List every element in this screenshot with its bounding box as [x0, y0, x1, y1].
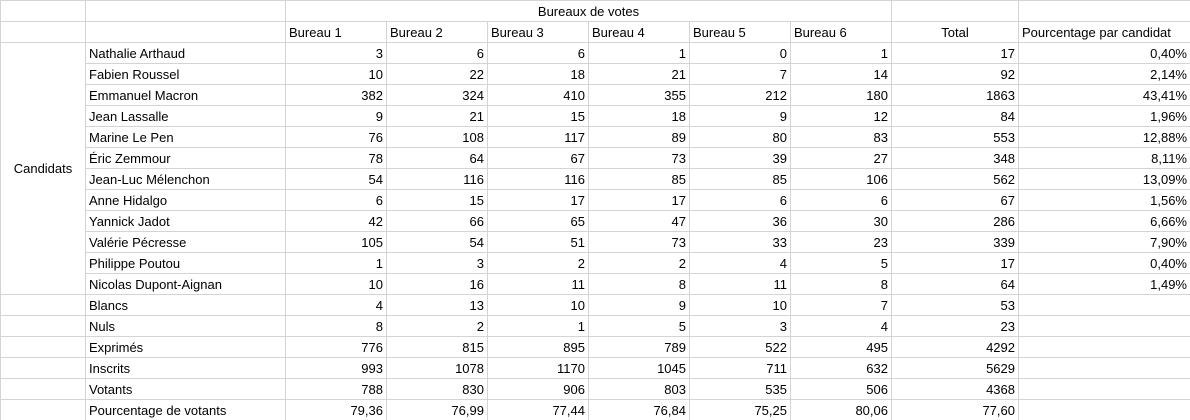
vote-count[interactable]: 64: [387, 148, 488, 169]
vote-count[interactable]: 106: [791, 169, 892, 190]
vote-count[interactable]: 12: [791, 106, 892, 127]
candidate-row: [1, 169, 1190, 190]
candidate-name[interactable]: Valérie Pécresse: [86, 232, 286, 253]
vote-count[interactable]: 10: [690, 295, 791, 316]
candidate-pct[interactable]: 6,66%: [1019, 211, 1190, 232]
summary-label[interactable]: Pourcentage de votants: [86, 400, 286, 420]
vote-count[interactable]: 506: [791, 379, 892, 400]
vote-count[interactable]: 89: [589, 127, 690, 148]
candidate-row: [1, 64, 1190, 85]
candidate-total[interactable]: 84: [892, 106, 1019, 127]
vote-count[interactable]: 2: [488, 253, 589, 274]
vote-count[interactable]: 9: [690, 106, 791, 127]
vote-count[interactable]: 711: [690, 358, 791, 379]
candidate-pct[interactable]: 1,49%: [1019, 274, 1190, 295]
vote-count[interactable]: 1170: [488, 358, 589, 379]
vote-count[interactable]: 10: [488, 295, 589, 316]
candidate-total[interactable]: 553: [892, 127, 1019, 148]
vote-count[interactable]: 632: [791, 358, 892, 379]
vote-count[interactable]: 51: [488, 232, 589, 253]
candidate-total[interactable]: 92: [892, 64, 1019, 85]
vote-count[interactable]: 9: [589, 295, 690, 316]
candidate-row: [1, 232, 1190, 253]
vote-count[interactable]: 105: [286, 232, 387, 253]
cell-blank: [1, 22, 86, 43]
cell-blank: [1019, 1, 1190, 22]
vote-count[interactable]: 14: [791, 64, 892, 85]
candidate-row: [1, 43, 1190, 64]
vote-count[interactable]: 15: [488, 106, 589, 127]
group-header-row: [1, 1, 1190, 22]
vote-count[interactable]: 17: [488, 190, 589, 211]
vote-count[interactable]: 830: [387, 379, 488, 400]
vote-count[interactable]: 54: [286, 169, 387, 190]
candidate-total[interactable]: 17: [892, 43, 1019, 64]
candidate-total[interactable]: 348: [892, 148, 1019, 169]
vote-count[interactable]: 83: [791, 127, 892, 148]
vote-count[interactable]: 382: [286, 85, 387, 106]
vote-count[interactable]: 6: [690, 190, 791, 211]
candidate-row: [1, 274, 1190, 295]
vote-count[interactable]: 8: [791, 274, 892, 295]
col-header-bureau-1[interactable]: Bureau 1: [286, 22, 387, 43]
vote-count[interactable]: 78: [286, 148, 387, 169]
vote-count[interactable]: 5: [589, 316, 690, 337]
vote-count[interactable]: 36: [690, 211, 791, 232]
col-header-pourcentage[interactable]: Pourcentage par candidat: [1019, 22, 1190, 43]
vote-count[interactable]: 8: [286, 316, 387, 337]
vote-count[interactable]: 10: [286, 64, 387, 85]
candidate-total[interactable]: 562: [892, 169, 1019, 190]
vote-count[interactable]: 1045: [589, 358, 690, 379]
vote-count[interactable]: 522: [690, 337, 791, 358]
summary-total[interactable]: 4292: [892, 337, 1019, 358]
candidate-total[interactable]: 286: [892, 211, 1019, 232]
vote-count[interactable]: 85: [690, 169, 791, 190]
col-header-bureau-6[interactable]: Bureau 6: [791, 22, 892, 43]
col-header-bureau-2[interactable]: Bureau 2: [387, 22, 488, 43]
candidate-name[interactable]: Marine Le Pen: [86, 127, 286, 148]
vote-count[interactable]: 324: [387, 85, 488, 106]
vote-count[interactable]: 895: [488, 337, 589, 358]
vote-count[interactable]: 410: [488, 85, 589, 106]
cell-blank: [1, 358, 86, 379]
vote-count[interactable]: 8: [589, 274, 690, 295]
candidate-pct[interactable]: 1,96%: [1019, 106, 1190, 127]
vote-count[interactable]: 16: [387, 274, 488, 295]
col-header-bureau-4[interactable]: Bureau 4: [589, 22, 690, 43]
cell-blank: [1, 337, 86, 358]
vote-count[interactable]: 21: [589, 64, 690, 85]
cell-blank: [1, 1, 86, 22]
vote-count[interactable]: 18: [589, 106, 690, 127]
vote-count[interactable]: 76: [286, 127, 387, 148]
summary-total[interactable]: 77,60: [892, 400, 1019, 420]
vote-count[interactable]: 4: [690, 253, 791, 274]
vote-count[interactable]: 1: [791, 43, 892, 64]
cell-blank: [1, 316, 86, 337]
vote-count[interactable]: 77,44: [488, 400, 589, 420]
vote-count[interactable]: 0: [690, 43, 791, 64]
vote-count[interactable]: 18: [488, 64, 589, 85]
vote-count[interactable]: 9: [286, 106, 387, 127]
vote-count[interactable]: 993: [286, 358, 387, 379]
cell-blank: [1, 295, 86, 316]
candidate-name[interactable]: Nicolas Dupont-Aignan: [86, 274, 286, 295]
candidate-pct[interactable]: 8,11%: [1019, 148, 1190, 169]
group-header-bureaux[interactable]: Bureaux de votes: [286, 1, 892, 22]
candidate-name[interactable]: Jean-Luc Mélenchon: [86, 169, 286, 190]
candidate-name[interactable]: Éric Zemmour: [86, 148, 286, 169]
candidate-pct[interactable]: 12,88%: [1019, 127, 1190, 148]
vote-count[interactable]: 22: [387, 64, 488, 85]
vote-count[interactable]: 11: [488, 274, 589, 295]
vote-count[interactable]: 13: [387, 295, 488, 316]
vote-count[interactable]: 815: [387, 337, 488, 358]
summary-row: [1, 337, 1190, 358]
vote-count[interactable]: 776: [286, 337, 387, 358]
summary-total[interactable]: 53: [892, 295, 1019, 316]
candidate-row: [1, 148, 1190, 169]
candidate-pct[interactable]: 7,90%: [1019, 232, 1190, 253]
vote-count[interactable]: 6: [286, 190, 387, 211]
summary-row: [1, 400, 1190, 420]
cell-blank: [1019, 379, 1190, 400]
cell-blank: [1019, 337, 1190, 358]
cell-blank: [86, 22, 286, 43]
vote-count[interactable]: 73: [589, 232, 690, 253]
candidate-name[interactable]: Anne Hidalgo: [86, 190, 286, 211]
row-group-label-candidats[interactable]: Candidats: [1, 43, 86, 295]
candidate-pct[interactable]: 2,14%: [1019, 64, 1190, 85]
vote-count[interactable]: 15: [387, 190, 488, 211]
vote-count[interactable]: 803: [589, 379, 690, 400]
candidate-pct[interactable]: 1,56%: [1019, 190, 1190, 211]
vote-count[interactable]: 6: [488, 43, 589, 64]
cell-blank: [1019, 400, 1190, 420]
summary-row: [1, 358, 1190, 379]
vote-count[interactable]: 42: [286, 211, 387, 232]
vote-count[interactable]: 1: [286, 253, 387, 274]
candidate-name[interactable]: Nathalie Arthaud: [86, 43, 286, 64]
vote-count[interactable]: 108: [387, 127, 488, 148]
summary-total[interactable]: 4368: [892, 379, 1019, 400]
col-header-bureau-5[interactable]: Bureau 5: [690, 22, 791, 43]
summary-label[interactable]: Exprimés: [86, 337, 286, 358]
vote-count[interactable]: 30: [791, 211, 892, 232]
vote-count[interactable]: 47: [589, 211, 690, 232]
vote-count[interactable]: 80: [690, 127, 791, 148]
vote-count[interactable]: 1: [589, 43, 690, 64]
vote-count[interactable]: 788: [286, 379, 387, 400]
candidate-row: [1, 211, 1190, 232]
cell-blank: [1019, 295, 1190, 316]
vote-count[interactable]: 67: [488, 148, 589, 169]
summary-row: [1, 379, 1190, 400]
candidate-pct[interactable]: 0,40%: [1019, 253, 1190, 274]
candidate-row: [1, 190, 1190, 211]
vote-count[interactable]: 7: [690, 64, 791, 85]
vote-count[interactable]: 906: [488, 379, 589, 400]
summary-label[interactable]: Inscrits: [86, 358, 286, 379]
vote-count[interactable]: 21: [387, 106, 488, 127]
col-header-total[interactable]: Total: [892, 22, 1019, 43]
candidate-pct[interactable]: 13,09%: [1019, 169, 1190, 190]
vote-count[interactable]: 66: [387, 211, 488, 232]
vote-count[interactable]: 355: [589, 85, 690, 106]
candidate-total[interactable]: 67: [892, 190, 1019, 211]
candidate-name[interactable]: Yannick Jadot: [86, 211, 286, 232]
candidate-total[interactable]: 64: [892, 274, 1019, 295]
vote-count[interactable]: 180: [791, 85, 892, 106]
cell-blank: [1019, 316, 1190, 337]
summary-label[interactable]: Blancs: [86, 295, 286, 316]
vote-count[interactable]: 54: [387, 232, 488, 253]
vote-count[interactable]: 4: [286, 295, 387, 316]
vote-count[interactable]: 33: [690, 232, 791, 253]
candidate-pct[interactable]: 0,40%: [1019, 43, 1190, 64]
vote-count[interactable]: 495: [791, 337, 892, 358]
vote-count[interactable]: 1078: [387, 358, 488, 379]
vote-count[interactable]: 1: [488, 316, 589, 337]
vote-count[interactable]: 4: [791, 316, 892, 337]
cell-blank: [86, 1, 286, 22]
vote-count[interactable]: 17: [589, 190, 690, 211]
vote-count[interactable]: 3: [387, 253, 488, 274]
vote-count[interactable]: 85: [589, 169, 690, 190]
vote-count[interactable]: 212: [690, 85, 791, 106]
summary-row: [1, 295, 1190, 316]
candidate-pct[interactable]: 43,41%: [1019, 85, 1190, 106]
candidate-name[interactable]: Emmanuel Macron: [86, 85, 286, 106]
vote-count[interactable]: 535: [690, 379, 791, 400]
candidate-total[interactable]: 339: [892, 232, 1019, 253]
vote-count[interactable]: 10: [286, 274, 387, 295]
vote-count[interactable]: 11: [690, 274, 791, 295]
summary-label[interactable]: Votants: [86, 379, 286, 400]
cell-blank: [1019, 358, 1190, 379]
vote-count[interactable]: 7: [791, 295, 892, 316]
summary-total[interactable]: 23: [892, 316, 1019, 337]
summary-row: [1, 316, 1190, 337]
vote-count[interactable]: 39: [690, 148, 791, 169]
candidate-total[interactable]: 17: [892, 253, 1019, 274]
col-header-bureau-3[interactable]: Bureau 3: [488, 22, 589, 43]
vote-count[interactable]: 3: [690, 316, 791, 337]
vote-count[interactable]: 76,99: [387, 400, 488, 420]
candidate-row: [1, 85, 1190, 106]
summary-label[interactable]: Nuls: [86, 316, 286, 337]
candidate-total[interactable]: 1863: [892, 85, 1019, 106]
candidate-row: [1, 253, 1190, 274]
cell-blank: [892, 1, 1019, 22]
cell-blank: [1, 379, 86, 400]
vote-count[interactable]: 6: [791, 190, 892, 211]
candidate-name[interactable]: Jean Lassalle: [86, 106, 286, 127]
vote-count[interactable]: 23: [791, 232, 892, 253]
vote-count[interactable]: 76,84: [589, 400, 690, 420]
column-header-row: [1, 22, 1190, 43]
vote-count[interactable]: 2: [589, 253, 690, 274]
vote-count[interactable]: 79,36: [286, 400, 387, 420]
vote-count[interactable]: 75,25: [690, 400, 791, 420]
vote-count[interactable]: 65: [488, 211, 589, 232]
vote-count[interactable]: 6: [387, 43, 488, 64]
summary-total[interactable]: 5629: [892, 358, 1019, 379]
vote-count[interactable]: 116: [488, 169, 589, 190]
candidate-name[interactable]: Fabien Roussel: [86, 64, 286, 85]
candidate-row: [1, 106, 1190, 127]
vote-count[interactable]: 5: [791, 253, 892, 274]
candidate-name[interactable]: Philippe Poutou: [86, 253, 286, 274]
vote-count[interactable]: 789: [589, 337, 690, 358]
vote-count[interactable]: 2: [387, 316, 488, 337]
vote-count[interactable]: 27: [791, 148, 892, 169]
vote-count[interactable]: 117: [488, 127, 589, 148]
cell-blank: [1, 400, 86, 420]
vote-count[interactable]: 116: [387, 169, 488, 190]
vote-count[interactable]: 73: [589, 148, 690, 169]
vote-count[interactable]: 80,06: [791, 400, 892, 420]
vote-count[interactable]: 3: [286, 43, 387, 64]
candidate-row: [1, 127, 1190, 148]
